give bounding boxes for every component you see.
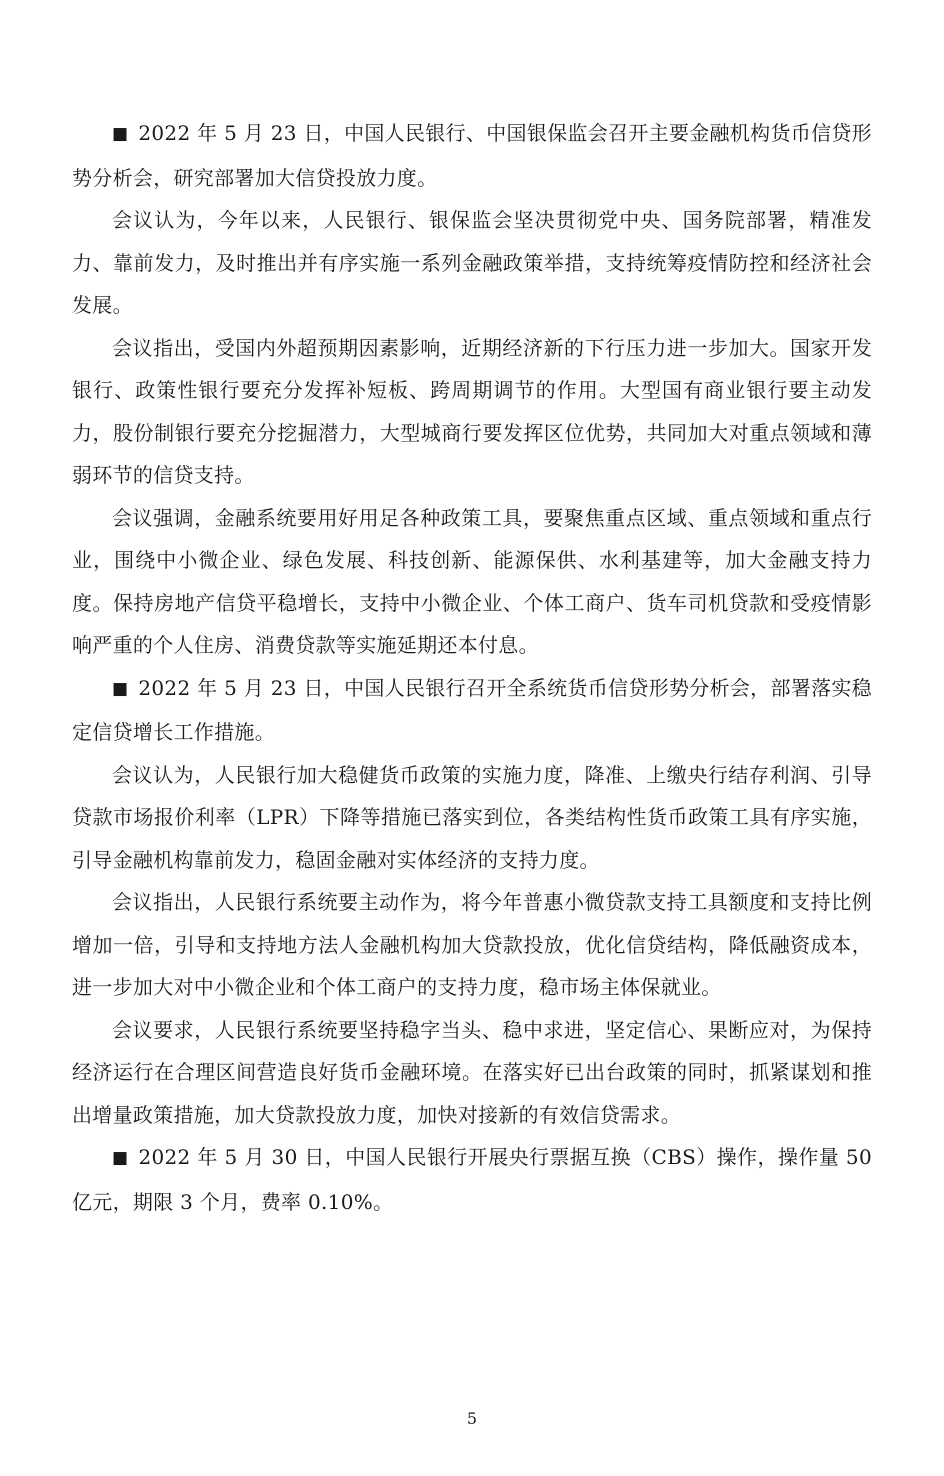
paragraph [72,1136,872,1223]
paragraph [72,327,872,497]
document-body [72,112,872,1223]
page-number: 5 [466,1409,478,1428]
paragraph [72,497,872,667]
paragraph-text: 会议强调，金融系统要用好用足各种政策工具，要聚焦重点区域、重点领域和重点行业，围绕中小微企业、绿色发展、科技创新、能源保供、水利基建等，加大金融支持力度。保持房地产信贷平稳增长，支持中小微企业、个体工商户、货车司机贷款和受疫情影响严重的个人住房、消费贷款等实施延期还本付息。 [72,505,872,657]
paragraph-text: 2022 年 5 月 23 日，中国人民银行、中国银保监会召开主要金融机构货币信贷形势分析会，研究部署加大信贷投放力度。 [72,121,872,190]
paragraph [72,112,872,199]
paragraph [72,881,872,1009]
square-bullet-icon: ■ [112,1148,129,1168]
paragraph-text: 会议认为，今年以来，人民银行、银保监会坚决贯彻党中央、国务院部署，精准发力、靠前发力，及时推出并有序实施一系列金融政策举措，支持统筹疫情防控和经济社会发展。 [72,208,872,317]
paragraph [72,1009,872,1137]
paragraph-text: 会议指出，受国内外超预期因素影响，近期经济新的下行压力进一步加大。国家开发银行、政策性银行要充分发挥补短板、跨周期调节的作用。大型国有商业银行要主动发力，股份制银行要充分挖掘潜力，大型城商行要发挥区位优势，共同加大对重点领域和薄弱环节的信贷支持。 [72,335,872,487]
square-bullet-icon: ■ [112,678,129,699]
paragraph-text: 2022 年 5 月 23 日，中国人民银行召开全系统货币信贷形势分析会，部署落实稳定信贷增长工作措施。 [72,675,872,744]
paragraph-text: 会议指出，人民银行系统要主动作为，将今年普惠小微贷款支持工具额度和支持比例增加一倍，引导和支持地方法人金融机构加大贷款投放，优化信贷结构，降低融资成本，进一步加大对中小微企业和个体工商户的支持力度，稳市场主体保就业。 [72,890,872,999]
paragraph [72,667,872,754]
paragraph [72,754,872,882]
paragraph-text: 2022 年 5 月 30 日，中国人民银行开展央行票据互换（CBS）操作，操作量 50 亿元，期限 3 个月，费率 0.10%。 [72,1145,872,1214]
paragraph-text: 会议认为，人民银行加大稳健货币政策的实施力度，降准、上缴央行结存利润、引导贷款市场报价利率（LPR）下降等措施已落实到位，各类结构性货币政策工具有序实施，引导金融机构靠前发力，稳固金融对实体经济的支持力度。 [72,762,872,872]
square-bullet-icon: ■ [112,124,129,144]
paragraph [72,199,872,327]
paragraph-text: 会议要求，人民银行系统要坚持稳字当头、稳中求进，坚定信心、果断应对，为保持经济运行在合理区间营造良好货币金融环境。在落实好已出台政策的同时，抓紧谋划和推出增量政策措施，加大贷款投放力度，加快对接新的有效信贷需求。 [72,1017,872,1127]
